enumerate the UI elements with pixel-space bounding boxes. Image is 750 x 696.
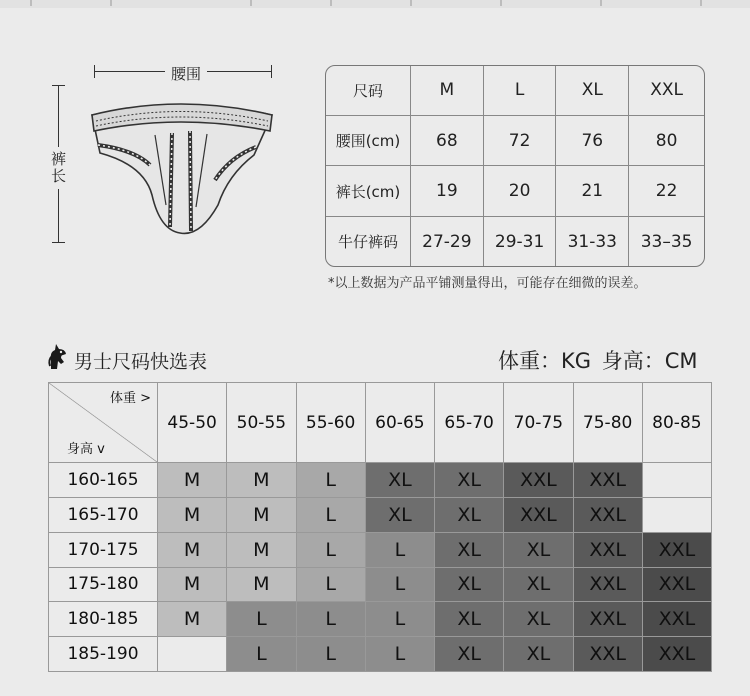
corner-weight-label: 体重 >: [109, 391, 151, 406]
size-recommendation: L: [256, 643, 267, 666]
size-recommendation-cell: [227, 497, 296, 532]
size-recommendation: L: [394, 573, 406, 596]
size-cell: 22: [629, 166, 704, 217]
size-recommendation: XL: [526, 573, 551, 596]
size-recommendation: M: [253, 538, 270, 561]
size-recommendation-cell: [365, 532, 434, 567]
size-header-cell: L: [483, 66, 556, 115]
size-recommendation-cell: [296, 637, 365, 672]
size-row-label: 腰围(cm): [326, 115, 411, 166]
size-recommendation: XXL: [658, 643, 696, 666]
fox-mascot-icon: [46, 340, 70, 370]
size-cell: 19: [411, 166, 484, 217]
size-recommendation: L: [325, 538, 336, 561]
size-recommendation-cell: [296, 532, 365, 567]
size-recommendation-cell: [158, 497, 227, 532]
size-recommendation-cell: [227, 602, 296, 637]
size-recommendation-cell: [435, 637, 504, 672]
guide-title: 男士尺码快选表: [74, 351, 208, 373]
size-recommendation-cell: [435, 567, 504, 602]
size-recommendation: XXL: [589, 608, 626, 631]
size-recommendation-cell: [435, 602, 504, 637]
size-recommendation: XXL: [589, 643, 626, 666]
size-recommendation: M: [253, 573, 270, 596]
waist-label: 腰围: [165, 63, 207, 84]
size-header-cell: XL: [556, 66, 629, 115]
weight-header: 60-65: [365, 383, 434, 463]
size-recommendation: XXL: [589, 503, 626, 526]
size-cell: 21: [556, 166, 629, 217]
size-table-row: [326, 217, 704, 267]
size-recommendation-cell: [158, 567, 227, 602]
size-recommendation: XL: [526, 608, 551, 631]
size-recommendation: M: [253, 503, 270, 526]
size-recommendation: XXL: [520, 503, 557, 526]
size-cell: 76: [556, 115, 629, 166]
size-recommendation-cell: [642, 637, 711, 672]
size-recommendation-cell: [365, 567, 434, 602]
size-recommendation-cell: [573, 497, 642, 532]
corner-height-label: 身高 v: [67, 442, 105, 458]
size-recommendation-cell: [158, 602, 227, 637]
size-recommendation-cell: [642, 532, 711, 567]
weight-header: 45-50: [158, 383, 227, 463]
weight-header: 55-60: [296, 383, 365, 463]
top-decor-stripe: [0, 0, 750, 8]
size-recommendation-cell: [365, 602, 434, 637]
size-recommendation: XL: [457, 643, 481, 666]
size-recommendation: L: [325, 573, 336, 596]
weight-header: 80-85: [642, 383, 711, 463]
size-table-row: [326, 115, 704, 166]
size-recommendation-cell: [365, 637, 434, 672]
size-recommendation-cell: [227, 532, 296, 567]
size-cell: 68: [411, 115, 484, 166]
guide-row: [49, 532, 712, 567]
size-recommendation-cell: [504, 532, 573, 567]
size-recommendation: L: [325, 608, 336, 631]
guide-row: [49, 497, 712, 532]
size-recommendation-cell: [642, 567, 711, 602]
size-recommendation-cell: [365, 463, 434, 498]
height-label: 165-170: [49, 497, 158, 532]
briefs-icon: [40, 55, 290, 255]
height-label: 170-175: [49, 532, 158, 567]
size-cell: 33–35: [629, 217, 704, 267]
size-recommendation: XXL: [658, 573, 696, 596]
size-recommendation-cell: [504, 637, 573, 672]
size-recommendation: XL: [457, 469, 481, 492]
size-recommendation: L: [394, 538, 406, 561]
size-cell: 29-31: [483, 217, 556, 267]
size-cell: 27-29: [411, 217, 484, 267]
guide-row: [49, 567, 712, 602]
size-recommendation-cell: [158, 463, 227, 498]
size-recommendation: XXL: [520, 469, 557, 492]
size-recommendation: XXL: [589, 538, 626, 561]
size-recommendation-cell: [296, 567, 365, 602]
size-recommendation-cell: [365, 497, 434, 532]
size-recommendation: M: [253, 469, 270, 492]
size-recommendation-cell: [504, 463, 573, 498]
size-table-header: [326, 66, 704, 115]
height-label: 185-190: [49, 637, 158, 672]
size-recommendation: XL: [388, 469, 412, 492]
height-label: 160-165: [49, 463, 158, 498]
size-recommendation: M: [183, 538, 201, 561]
height-label: 180-185: [49, 602, 158, 637]
size-recommendation-cell: [296, 602, 365, 637]
size-recommendation: XL: [457, 503, 481, 526]
size-recommendation-cell: [573, 463, 642, 498]
size-recommendation-cell: [573, 567, 642, 602]
size-recommendation: XL: [457, 538, 481, 561]
size-recommendation-cell: [435, 497, 504, 532]
size-header-cell: M: [411, 66, 484, 115]
size-recommendation: XL: [457, 573, 481, 596]
size-recommendation: L: [325, 643, 336, 666]
guide-units: 体重：KG 身高：CM: [498, 349, 698, 373]
weight-header: 65-70: [435, 383, 504, 463]
size-cell: 72: [483, 115, 556, 166]
size-recommendation: XL: [526, 643, 551, 666]
size-recommendation-cell: [158, 532, 227, 567]
size-recommendation: XXL: [658, 608, 696, 631]
size-recommendation-cell: [158, 637, 227, 672]
size-recommendation-cell: [227, 567, 296, 602]
size-recommendation-cell: [573, 637, 642, 672]
guide-row: [49, 637, 712, 672]
size-recommendation-cell: [642, 497, 711, 532]
size-recommendation-cell: [642, 463, 711, 498]
size-header-cell: 尺码: [326, 66, 411, 115]
size-row-label: 裤长(cm): [326, 166, 411, 217]
weight-header: 50-55: [227, 383, 296, 463]
size-header-cell: XXL: [629, 66, 704, 115]
guide-row: [49, 602, 712, 637]
guide-header-row: [49, 383, 712, 463]
size-recommendation-cell: [435, 532, 504, 567]
size-cell: 31-33: [556, 217, 629, 267]
size-recommendation: XXL: [589, 469, 626, 492]
guide-corner-cell: [49, 383, 158, 463]
size-table-row: [326, 166, 704, 217]
size-recommendation: L: [394, 643, 406, 666]
size-recommendation-cell: [573, 602, 642, 637]
size-cell: 20: [483, 166, 556, 217]
size-recommendation: L: [256, 608, 267, 631]
size-recommendation: XXL: [589, 573, 626, 596]
size-recommendation: XL: [388, 503, 412, 526]
size-table: [325, 65, 705, 267]
size-recommendation: L: [394, 608, 406, 631]
briefs-diagram: [40, 55, 290, 255]
size-recommendation: XL: [457, 608, 481, 631]
length-label: 裤长: [48, 147, 69, 189]
size-recommendation-cell: [504, 497, 573, 532]
size-guide-table: [48, 382, 712, 672]
size-recommendation: M: [183, 573, 201, 596]
size-recommendation: XL: [526, 538, 551, 561]
size-row-label: 牛仔裤码: [326, 217, 411, 267]
size-recommendation: L: [325, 503, 336, 526]
guide-row: [49, 463, 712, 498]
size-recommendation-cell: [435, 463, 504, 498]
size-recommendation: M: [183, 503, 201, 526]
size-recommendation-cell: [296, 463, 365, 498]
size-recommendation: L: [325, 469, 336, 492]
size-recommendation-cell: [227, 637, 296, 672]
size-recommendation: M: [183, 608, 201, 631]
size-recommendation-cell: [504, 602, 573, 637]
size-recommendation: XXL: [658, 538, 696, 561]
weight-header: 75-80: [573, 383, 642, 463]
size-recommendation-cell: [227, 463, 296, 498]
size-recommendation-cell: [296, 497, 365, 532]
height-label: 175-180: [49, 567, 158, 602]
measurement-note: *以上数据为产品平铺测量得出，可能存在细微的误差。: [328, 276, 647, 291]
size-recommendation-cell: [573, 532, 642, 567]
size-recommendation-cell: [504, 567, 573, 602]
weight-header: 70-75: [504, 383, 573, 463]
size-recommendation: M: [183, 469, 201, 492]
size-cell: 80: [629, 115, 704, 166]
size-recommendation-cell: [642, 602, 711, 637]
